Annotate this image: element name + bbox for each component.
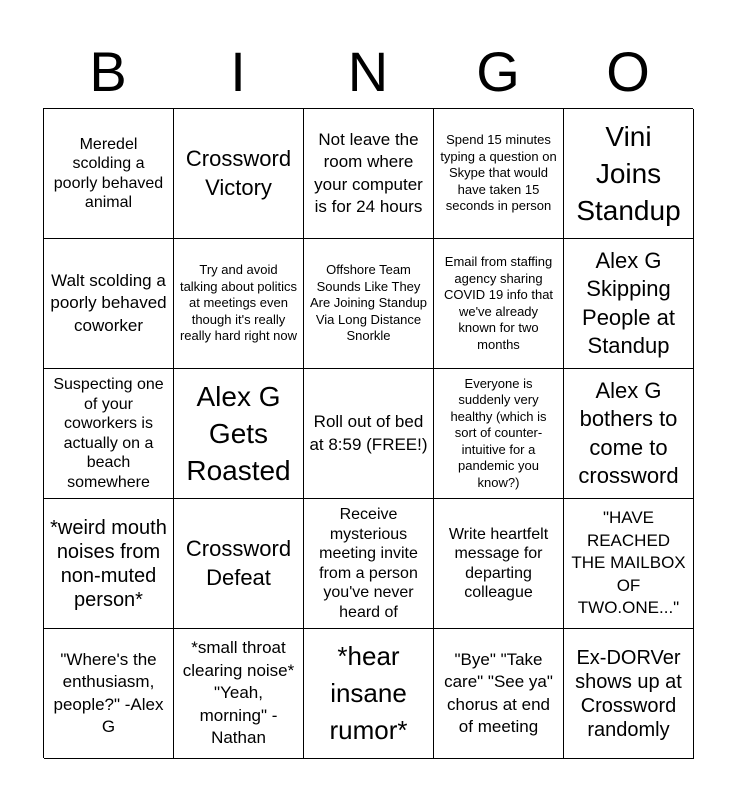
bingo-cell-text: Spend 15 minutes typing a question on Skype that would have taken 15 seconds in person xyxy=(440,132,557,214)
bingo-cell-r4c4[interactable] xyxy=(434,499,564,629)
bingo-cell-text: *hear insane rumor* xyxy=(329,641,408,745)
bingo-cell-text: Everyone is suddenly very healthy (which is sort of counter-intuitive for a pandemic you know?) xyxy=(450,375,547,490)
bingo-cell-text: Roll out of bed at 8:59 (FREE!) xyxy=(309,412,428,454)
bingo-cell-r4c5[interactable] xyxy=(564,499,694,629)
bingo-cell-r3c5[interactable] xyxy=(564,369,694,499)
bingo-cell-r2c1[interactable] xyxy=(44,239,174,369)
bingo-cell-r2c2[interactable] xyxy=(174,239,304,369)
bingo-cell-text: Email from staffing agency sharing COVID 19 info that we've already known for two months xyxy=(443,254,554,352)
bingo-cell-r1c3[interactable] xyxy=(304,109,434,239)
bingo-card-grid xyxy=(43,108,693,758)
bingo-cell-text: *small throat clearing noise* "Yeah, morning" -Nathan xyxy=(182,638,295,748)
bingo-cell-text: Meredel scolding a poorly behaved animal xyxy=(53,135,164,211)
bingo-cell-text: Vini Joins Standup xyxy=(576,121,681,226)
bingo-cell-r4c2[interactable] xyxy=(174,499,304,629)
bingo-cell-r1c2[interactable] xyxy=(174,109,304,239)
header-letter-n: N xyxy=(347,40,389,103)
bingo-cell-text: Write heartfelt message for departing colleague xyxy=(448,525,549,601)
header-letter-o: O xyxy=(606,40,650,103)
bingo-cell-text: "HAVE REACHED THE MAILBOX OF TWO.ONE..." xyxy=(571,508,686,618)
bingo-cell-text: Alex G Gets Roasted xyxy=(186,381,291,486)
bingo-cell-text: Suspecting one of your coworkers is actually on a beach somewhere xyxy=(53,376,164,491)
bingo-cell-text: Alex G Skipping People at Standup xyxy=(582,247,675,358)
bingo-header xyxy=(43,36,693,108)
bingo-cell-text: *weird mouth noises from non-muted person* xyxy=(50,516,167,611)
bingo-cell-r4c1[interactable] xyxy=(44,499,174,629)
bingo-cell-text: "Bye" "Take care" "See ya" chorus at end of meeting xyxy=(444,649,553,736)
bingo-cell-text: Ex-DORVer shows up at Crossword randomly xyxy=(575,646,682,741)
bingo-cell-r1c4[interactable] xyxy=(434,109,564,239)
header-letter-g: G xyxy=(476,40,520,103)
bingo-cell-r5c5[interactable] xyxy=(564,629,694,759)
bingo-cell-text: Not leave the room where your computer is for 24 hours xyxy=(314,129,423,216)
header-letter-i: I xyxy=(230,40,246,103)
bingo-cell-text: Walt scolding a poorly behaved coworker xyxy=(50,270,167,335)
bingo-cell-r4c3[interactable] xyxy=(304,499,434,629)
bingo-cell-r1c1[interactable] xyxy=(44,109,174,239)
bingo-cell-r3c2[interactable] xyxy=(174,369,304,499)
bingo-cell-r2c5[interactable] xyxy=(564,239,694,369)
bingo-cell-r3c4[interactable] xyxy=(434,369,564,499)
bingo-cell-text: Try and avoid talking about politics at meetings even though it's really really hard right now xyxy=(179,262,298,344)
bingo-cell-text: Receive mysterious meeting invite from a person you've never heard of xyxy=(319,506,418,621)
bingo-cell-r5c4[interactable] xyxy=(434,629,564,759)
bingo-cell-r3c1[interactable] xyxy=(44,369,174,499)
bingo-cell-r5c3[interactable] xyxy=(304,629,434,759)
bingo-cell-r5c1[interactable] xyxy=(44,629,174,759)
bingo-cell-text: Alex G bothers to come to crossword xyxy=(578,377,679,488)
bingo-cell-text: Crossword Defeat xyxy=(185,536,292,590)
bingo-cell-text: "Where's the enthusiasm, people?" -Alex G xyxy=(53,649,164,736)
bingo-cell-text: Crossword Victory xyxy=(185,146,292,200)
header-letter-b: B xyxy=(89,40,127,103)
bingo-cell-r2c4[interactable] xyxy=(434,239,564,369)
bingo-cell-r1c5[interactable] xyxy=(564,109,694,239)
bingo-cell-r2c3[interactable] xyxy=(304,239,434,369)
bingo-cell-r5c2[interactable] xyxy=(174,629,304,759)
bingo-cell-text: Offshore Team Sounds Like They Are Joining Standup Via Long Distance Snorkle xyxy=(309,262,428,344)
bingo-cell-r3c3[interactable] xyxy=(304,369,434,499)
